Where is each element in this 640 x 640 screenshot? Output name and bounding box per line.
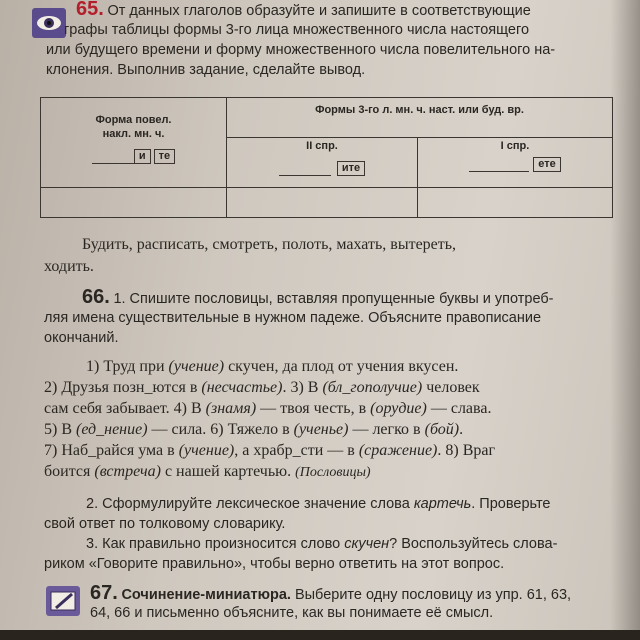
proverb-line-1: 1) Труд при (учение) скучен, да плод от учения вкусен.: [86, 358, 459, 375]
ex67-number: 67.: [90, 582, 118, 604]
ex66-task2-line-2: свой ответ по толковому словарику.: [44, 516, 286, 532]
proverb-line-6: боится (встреча) с нашей картечью. (Пословицы): [44, 463, 371, 480]
ex65-words-1: Будить, расписать, смотреть, полоть, махать, вытереть,: [82, 236, 457, 253]
answer-cell-3: [418, 188, 613, 218]
ex67-line-1: 67. Сочинение-миниатюра. Выберите одну пословицу из упр. 61, 63,: [90, 582, 572, 604]
ex65-line-4: клонения. Выполнив задание, сделайте вывод.: [46, 62, 366, 78]
ex66-number: 66.: [82, 286, 110, 308]
col-imperative-header: Форма повел. накл. мн. ч. и те: [41, 98, 227, 188]
answer-cell-2: [227, 188, 418, 218]
ex65-line-1: 65. От данных глаголов образуйте и запишите в соответствующие: [76, 0, 531, 20]
imperative-pattern: и те: [41, 146, 226, 164]
ex67-line-2: 64, 66 и письменно объясните, как вы понимаете её смысл.: [90, 605, 494, 621]
ex66-line-3: окончаний.: [44, 330, 119, 346]
page-bottom-edge: [0, 630, 640, 640]
ex66-task3-line-1: 3. Как правильно произносится слово скучен? Воспользуйтесь слова-: [86, 536, 558, 552]
proverb-line-3: сам себя забывает. 4) В (знамя) — твоя честь, в (орудие) — слава.: [44, 400, 492, 417]
ex66-task2-line-1: 2. Сформулируйте лексическое значение слова картечь. Проверьте: [86, 496, 551, 512]
proverb-line-2: 2) Друзья позн_ются в (несчастье). 3) В (бл_гополучие) человек: [44, 379, 480, 396]
ex65-number: 65.: [76, 0, 104, 20]
ex66-line-1: 66. 1. Спишите пословицы, вставляя пропущенные буквы и употреб-: [82, 286, 554, 308]
col-second-conjugation: II спр. ите: [227, 138, 418, 188]
proverb-line-4: 5) В (ед_нение) — сила. 6) Тяжело в (ученье) — легко в (бой).: [44, 421, 464, 438]
eye-icon: [32, 8, 66, 38]
page-shadow: [610, 0, 640, 640]
ex66-task3-line-2: риком «Говорите правильно», чтобы верно ответить на этот вопрос.: [44, 556, 505, 572]
ex65-line-3: или будущего времени и форму множественного числа повелительного на-: [46, 42, 556, 58]
answer-cell-1: [41, 188, 227, 218]
col-present-future-header: Формы 3-го л. мн. ч. наст. или буд. вр.: [227, 98, 613, 138]
ex65-words-2: ходить.: [44, 258, 94, 275]
conjugation-table: [40, 97, 613, 218]
col-first-conjugation: I спр. ете: [418, 138, 613, 188]
ex66-line-2: ляя имена существительные в нужном падеже. Объясните правописание: [44, 310, 542, 326]
proverb-line-5: 7) Наб_райся ума в (учение), а храбр_сти — в (сражение). 8) Враг: [44, 442, 496, 459]
ex65-line-2: графы таблицы формы 3-го лица множественного числа настоящего: [64, 22, 530, 38]
pencil-icon: [46, 586, 80, 616]
